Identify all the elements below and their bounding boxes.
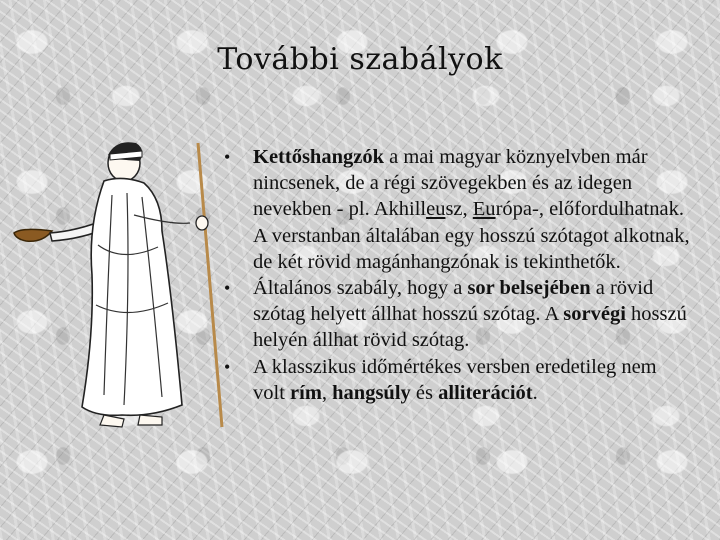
bullet-marker: • [224, 278, 231, 299]
bullet-list [222, 144, 692, 406]
underlined-text: Eu [472, 198, 496, 221]
bullet-text: Általános szabály, hogy a [253, 277, 468, 300]
slide-title: További szabályok [217, 42, 503, 77]
bullet-text: A klasszikus időmértékes versben eredetileg nem volt [253, 355, 657, 404]
bullet-text: sz, [445, 198, 473, 221]
bullet-text: és [410, 381, 439, 404]
underlined-text: eu [426, 198, 446, 221]
bold-text: alliterációt [438, 381, 533, 404]
bullet-marker: • [224, 356, 231, 377]
bold-text: rím [290, 381, 322, 404]
bullet-text: a rövid szótag helyett állhat hosszú szótag. A [253, 277, 654, 326]
bullet-item [222, 354, 692, 406]
bold-text: sorvégi [563, 303, 626, 326]
bullet-text: a mai magyar köznyelvben már nincsenek, de a régi szövegekben és az idegen nevekben - pl. Akhill [253, 146, 648, 221]
bullet-text: rópa-, előfordulhatnak. A verstanban általában egy hosszú szótagot alkotnak, de két rövid magánhangzónak is tekinthetők. [253, 198, 690, 273]
bullet-item [222, 275, 692, 354]
bold-text: Kettőshangzók [253, 146, 384, 168]
bold-text: hangsúly [332, 381, 411, 404]
bold-text: sor belsejében [467, 277, 591, 300]
bullet-content [222, 144, 692, 406]
bullet-text: . [532, 381, 538, 404]
bullet-text: , [321, 381, 333, 404]
greek-figure-icon [12, 135, 227, 430]
bullet-item [222, 144, 692, 275]
greek-figure-illustration [12, 135, 227, 430]
bullet-text: hosszú helyén állhat rövid szótag. [253, 303, 687, 352]
bullet-marker: • [224, 147, 231, 167]
